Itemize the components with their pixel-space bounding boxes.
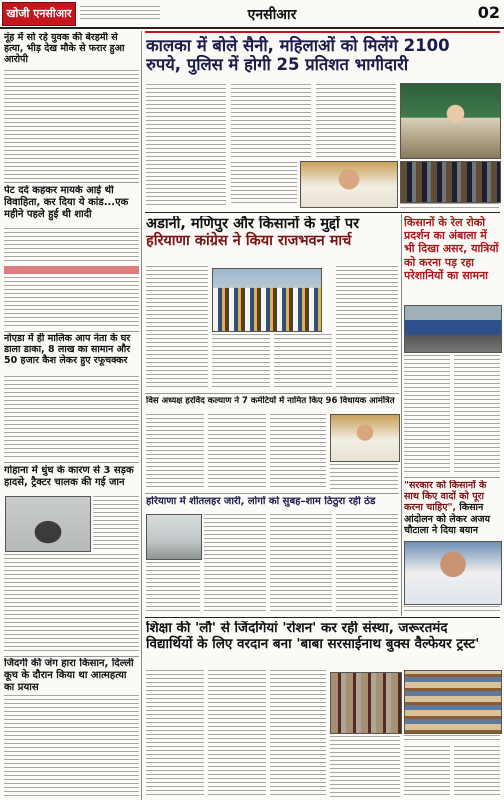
rail-roko-headline: किसानों के रेल रोको प्रदर्शन का अंबाला में भी दिखा असर, यात्रियों को करना पड़ रहा परेशानियों का सामना — [404, 216, 499, 282]
left-headline-nuh-murder: नूंह में सो रहे युवक की बेरहमी से हत्या, भीड़ देख मौके से फरार हुआ आरोपी — [4, 32, 125, 66]
dateline-text — [80, 6, 160, 20]
photo-ajay-chautala — [404, 541, 502, 605]
header-divider — [0, 27, 504, 29]
body-text-electricity — [4, 277, 139, 329]
education-body-col5 — [404, 746, 450, 798]
education-body-col1 — [146, 670, 204, 798]
body-text-gohana-side — [93, 496, 139, 550]
congress-body-col1 — [146, 266, 208, 390]
assembly-body-col2 — [208, 414, 266, 490]
article-divider — [145, 393, 399, 394]
congress-march-headline-line1: अडानी, मणिपुर और किसानों के मुद्दों पर — [146, 216, 360, 232]
assembly-body-col4 — [330, 464, 398, 490]
education-body-col4 — [330, 736, 400, 798]
body-text-nuh-murder — [4, 70, 139, 180]
education-body-col2 — [208, 670, 266, 798]
body-text-married-woman — [4, 228, 139, 264]
article-divider — [4, 462, 139, 463]
article-divider — [4, 182, 139, 183]
section-title: एनसीआर — [247, 7, 297, 23]
photo-speaker-portrait — [330, 414, 400, 462]
column-divider — [401, 214, 402, 616]
cold-wave-body-col3 — [270, 514, 332, 612]
main-body-col1 — [146, 84, 226, 206]
congress-body-col3 — [274, 334, 332, 390]
main-body-col2 — [231, 84, 311, 158]
body-text-gohana — [4, 554, 139, 654]
congress-march-headline — [146, 216, 400, 262]
left-headline-gohana-accidents: गोहाना में धुंध के कारण से 3 सड़क हादसे, ट्रैक्टर चालक की गई जान — [4, 465, 134, 488]
education-trust-headline — [146, 621, 500, 665]
rail-body-col2 — [454, 355, 500, 475]
rail-body-col1 — [404, 355, 450, 475]
photo-caption — [400, 203, 499, 209]
main-headline-top-rule — [145, 31, 500, 33]
cold-wave-body-col4 — [336, 514, 398, 612]
column-divider — [141, 31, 142, 800]
photo-train-station — [404, 305, 502, 353]
main-headline-line2: रुपये, पुलिस में होगी 25 प्रतिशत भागीदारी — [146, 55, 409, 75]
left-headline-married-woman: पेट दर्द कहकर मायके आई थी विवाहिता, कर दिया ये कांड...एक महीने पहले हुई थी शादी — [4, 185, 129, 220]
photo-book-distribution — [404, 670, 502, 734]
cold-wave-body-col1 — [146, 562, 200, 612]
chautala-headline — [404, 480, 500, 538]
main-body-col2b — [231, 162, 297, 206]
chautala-body — [404, 606, 500, 614]
cold-wave-body-col2 — [204, 514, 266, 612]
page-number: 02 — [477, 3, 500, 22]
newspaper-logo: खोजी एनसीआर — [2, 2, 76, 26]
assembly-committees-headline: विस अध्यक्ष हरविंद कल्याण ने 7 कमेटियों में नामित किए 96 विधायक आमंत्रित — [146, 396, 395, 406]
education-trust-headline-line2: विद्यार्थियों के लिए वरदान बना 'बाबा सरसाईनाथ बुक्स वैल्फेयर ट्रस्ट' — [146, 635, 480, 652]
congress-march-headline-line2: हरियाणा कांग्रेस ने किया राजभवन मार्च — [146, 233, 352, 250]
main-headline — [146, 36, 500, 80]
section-divider — [145, 617, 500, 618]
main-body-col3 — [316, 84, 396, 158]
photo-leader-portrait — [300, 161, 398, 208]
body-text-noida-robbery — [4, 376, 139, 460]
congress-body-col2 — [212, 334, 270, 390]
assembly-body-col3 — [270, 414, 326, 490]
left-headline-farmer-dies: जिंदगी की जंग हारा किसान, दिल्ली कूच के दौरान किया था आत्महत्या का प्रयास — [4, 658, 134, 692]
left-headline-noida-robbery: नोएडा में ही मालिक आप नेता के घर डाला डाका, 8 लाख का सामान और 50 हजार कैश लेकर हुए रफूचक्कर — [4, 333, 131, 367]
article-divider — [4, 656, 139, 657]
article-divider — [404, 477, 500, 478]
photo-cm-speech — [400, 83, 501, 159]
chautala-headline-rest: किसान आंदोलन को लेकर अजय चौटाला ने दिया बयान — [404, 502, 491, 536]
article-divider — [145, 493, 399, 494]
photo-students — [330, 672, 402, 734]
photo-caption — [404, 735, 500, 742]
main-headline-line1: कालका में बोले सैनी, महिलाओं को मिलेंगे 2100 — [146, 36, 450, 55]
cold-wave-headline: हरियाणा में शीतलहर जारी, लोगों को सुबह–शाम ठिठुरा रही ठंड — [146, 496, 376, 507]
subhead-bar — [4, 266, 139, 274]
congress-body-col4 — [336, 266, 398, 390]
article-divider — [4, 331, 139, 332]
assembly-body-col1 — [146, 414, 204, 490]
body-text-farmer-dies — [4, 695, 139, 798]
photo-rally-crowd — [400, 161, 501, 203]
education-body-col6 — [454, 746, 500, 798]
photo-fog-accident — [5, 496, 91, 552]
section-divider — [145, 212, 500, 213]
photo-fog — [146, 514, 202, 560]
education-body-col3 — [270, 670, 326, 798]
photo-congress-march — [212, 268, 322, 332]
education-trust-headline-line1: शिक्षा की 'लौ' से जिंदगियां 'रोशन' कर रही संस्था, जरूरतमंद — [146, 621, 448, 636]
chautala-quote: "सरकार को किसानों के साथ किए वादों को पूरा करना चाहिए", — [404, 480, 487, 514]
